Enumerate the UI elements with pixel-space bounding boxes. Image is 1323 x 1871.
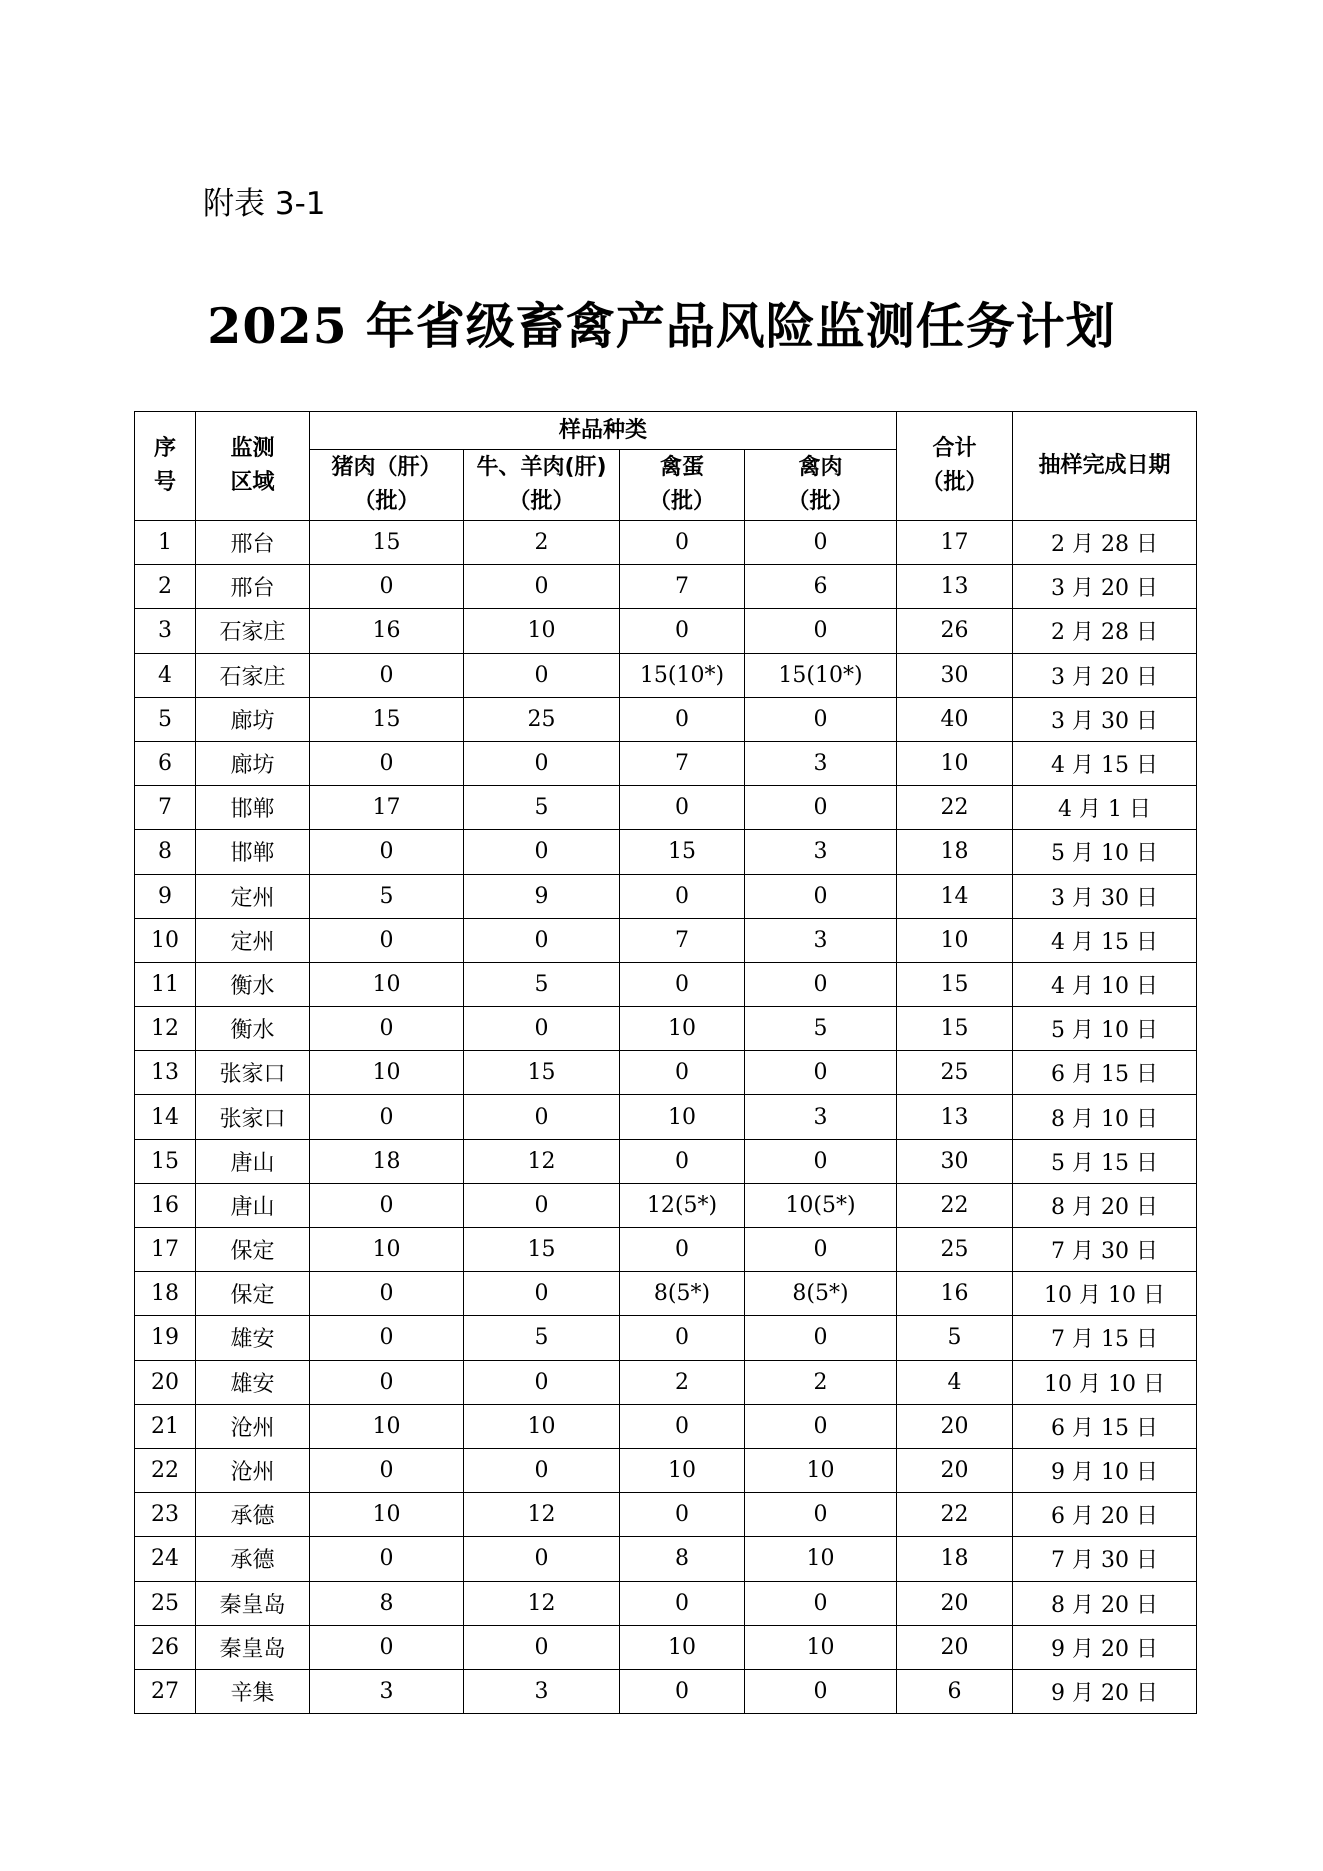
cell-region: 邢台 xyxy=(196,521,310,565)
cell-eggs: 0 xyxy=(620,1493,745,1537)
cell-beef-mutton: 0 xyxy=(464,918,620,962)
cell-poultry: 0 xyxy=(745,1228,897,1272)
cell-total: 30 xyxy=(897,653,1013,697)
cell-seq: 10 xyxy=(135,918,196,962)
header-seq: 序 号 xyxy=(135,412,196,521)
cell-beef-mutton: 0 xyxy=(464,1360,620,1404)
cell-total: 14 xyxy=(897,874,1013,918)
cell-beef-mutton: 10 xyxy=(464,1404,620,1448)
cell-seq: 4 xyxy=(135,653,196,697)
cell-poultry: 3 xyxy=(745,1095,897,1139)
header-deadline: 抽样完成日期 xyxy=(1013,412,1197,521)
cell-deadline: 2 月 28 日 xyxy=(1013,609,1197,653)
cell-region: 唐山 xyxy=(196,1139,310,1183)
cell-deadline: 9 月 20 日 xyxy=(1013,1625,1197,1669)
cell-total: 13 xyxy=(897,565,1013,609)
cell-beef-mutton: 5 xyxy=(464,786,620,830)
cell-region: 唐山 xyxy=(196,1183,310,1227)
cell-pork: 0 xyxy=(310,1007,464,1051)
table-row xyxy=(135,609,1197,653)
cell-total: 18 xyxy=(897,1537,1013,1581)
cell-pork: 0 xyxy=(310,1360,464,1404)
cell-poultry: 10 xyxy=(745,1448,897,1492)
cell-pork: 0 xyxy=(310,565,464,609)
cell-seq: 8 xyxy=(135,830,196,874)
cell-region: 沧州 xyxy=(196,1448,310,1492)
table-row xyxy=(135,1537,1197,1581)
header-beef-mutton: 牛、羊肉(肝) （批） xyxy=(464,450,620,521)
cell-deadline: 3 月 30 日 xyxy=(1013,697,1197,741)
cell-seq: 17 xyxy=(135,1228,196,1272)
cell-deadline: 7 月 30 日 xyxy=(1013,1537,1197,1581)
table-row xyxy=(135,1360,1197,1404)
cell-region: 廊坊 xyxy=(196,697,310,741)
cell-pork: 0 xyxy=(310,1272,464,1316)
cell-poultry: 0 xyxy=(745,962,897,1006)
header-region: 监测 区域 xyxy=(196,412,310,521)
cell-seq: 12 xyxy=(135,1007,196,1051)
cell-beef-mutton: 0 xyxy=(464,1625,620,1669)
cell-deadline: 6 月 20 日 xyxy=(1013,1493,1197,1537)
cell-poultry: 0 xyxy=(745,609,897,653)
cell-eggs: 0 xyxy=(620,786,745,830)
cell-beef-mutton: 0 xyxy=(464,1272,620,1316)
cell-eggs: 10 xyxy=(620,1095,745,1139)
cell-eggs: 0 xyxy=(620,874,745,918)
cell-beef-mutton: 0 xyxy=(464,1537,620,1581)
cell-poultry: 3 xyxy=(745,741,897,785)
table-body xyxy=(135,521,1197,1714)
cell-total: 40 xyxy=(897,697,1013,741)
cell-eggs: 15(10*) xyxy=(620,653,745,697)
cell-seq: 18 xyxy=(135,1272,196,1316)
table-row xyxy=(135,1272,1197,1316)
table-row xyxy=(135,697,1197,741)
cell-beef-mutton: 0 xyxy=(464,1448,620,1492)
cell-eggs: 0 xyxy=(620,962,745,1006)
table-row xyxy=(135,741,1197,785)
cell-poultry: 10(5*) xyxy=(745,1183,897,1227)
cell-region: 保定 xyxy=(196,1228,310,1272)
cell-seq: 14 xyxy=(135,1095,196,1139)
cell-poultry: 0 xyxy=(745,1139,897,1183)
cell-seq: 20 xyxy=(135,1360,196,1404)
cell-seq: 2 xyxy=(135,565,196,609)
cell-region: 承德 xyxy=(196,1493,310,1537)
cell-deadline: 8 月 20 日 xyxy=(1013,1581,1197,1625)
cell-seq: 1 xyxy=(135,521,196,565)
cell-region: 沧州 xyxy=(196,1404,310,1448)
cell-region: 辛集 xyxy=(196,1669,310,1713)
table-row xyxy=(135,1448,1197,1492)
cell-deadline: 4 月 1 日 xyxy=(1013,786,1197,830)
monitoring-plan-table xyxy=(134,411,1197,1714)
cell-pork: 15 xyxy=(310,521,464,565)
cell-total: 16 xyxy=(897,1272,1013,1316)
cell-deadline: 4 月 10 日 xyxy=(1013,962,1197,1006)
cell-total: 6 xyxy=(897,1669,1013,1713)
cell-beef-mutton: 10 xyxy=(464,609,620,653)
table-row xyxy=(135,918,1197,962)
cell-poultry: 2 xyxy=(745,1360,897,1404)
cell-beef-mutton: 3 xyxy=(464,1669,620,1713)
cell-eggs: 2 xyxy=(620,1360,745,1404)
cell-region: 承德 xyxy=(196,1537,310,1581)
cell-pork: 16 xyxy=(310,609,464,653)
table-row xyxy=(135,874,1197,918)
cell-pork: 0 xyxy=(310,1625,464,1669)
cell-poultry: 8(5*) xyxy=(745,1272,897,1316)
cell-pork: 5 xyxy=(310,874,464,918)
table-row xyxy=(135,653,1197,697)
cell-poultry: 0 xyxy=(745,1669,897,1713)
cell-region: 廊坊 xyxy=(196,741,310,785)
table-row xyxy=(135,1139,1197,1183)
cell-total: 20 xyxy=(897,1625,1013,1669)
cell-eggs: 15 xyxy=(620,830,745,874)
table-row xyxy=(135,1007,1197,1051)
cell-seq: 9 xyxy=(135,874,196,918)
cell-pork: 17 xyxy=(310,786,464,830)
cell-region: 定州 xyxy=(196,874,310,918)
table-row xyxy=(135,1051,1197,1095)
cell-seq: 25 xyxy=(135,1581,196,1625)
cell-total: 20 xyxy=(897,1404,1013,1448)
cell-region: 秦皇岛 xyxy=(196,1581,310,1625)
cell-poultry: 0 xyxy=(745,697,897,741)
cell-total: 17 xyxy=(897,521,1013,565)
table-row xyxy=(135,830,1197,874)
cell-beef-mutton: 5 xyxy=(464,1316,620,1360)
cell-beef-mutton: 12 xyxy=(464,1493,620,1537)
cell-region: 雄安 xyxy=(196,1360,310,1404)
table-row xyxy=(135,786,1197,830)
cell-region: 衡水 xyxy=(196,1007,310,1051)
cell-total: 22 xyxy=(897,786,1013,830)
cell-eggs: 0 xyxy=(620,1581,745,1625)
cell-beef-mutton: 0 xyxy=(464,741,620,785)
cell-eggs: 0 xyxy=(620,1669,745,1713)
cell-seq: 27 xyxy=(135,1669,196,1713)
cell-seq: 7 xyxy=(135,786,196,830)
cell-pork: 10 xyxy=(310,1051,464,1095)
table-row xyxy=(135,1493,1197,1537)
cell-pork: 0 xyxy=(310,918,464,962)
cell-region: 保定 xyxy=(196,1272,310,1316)
cell-poultry: 10 xyxy=(745,1537,897,1581)
cell-poultry: 0 xyxy=(745,1581,897,1625)
cell-pork: 10 xyxy=(310,962,464,1006)
cell-beef-mutton: 12 xyxy=(464,1581,620,1625)
cell-total: 22 xyxy=(897,1183,1013,1227)
cell-seq: 5 xyxy=(135,697,196,741)
cell-total: 10 xyxy=(897,918,1013,962)
cell-region: 邯郸 xyxy=(196,830,310,874)
cell-region: 秦皇岛 xyxy=(196,1625,310,1669)
cell-total: 15 xyxy=(897,1007,1013,1051)
cell-deadline: 3 月 20 日 xyxy=(1013,565,1197,609)
cell-beef-mutton: 0 xyxy=(464,1007,620,1051)
cell-poultry: 0 xyxy=(745,874,897,918)
table-row xyxy=(135,962,1197,1006)
header-pork: 猪肉（肝） （批） xyxy=(310,450,464,521)
cell-deadline: 4 月 15 日 xyxy=(1013,918,1197,962)
cell-total: 30 xyxy=(897,1139,1013,1183)
table-row xyxy=(135,1228,1197,1272)
table-row xyxy=(135,1404,1197,1448)
cell-eggs: 0 xyxy=(620,1316,745,1360)
cell-deadline: 8 月 10 日 xyxy=(1013,1095,1197,1139)
cell-total: 13 xyxy=(897,1095,1013,1139)
cell-beef-mutton: 9 xyxy=(464,874,620,918)
cell-poultry: 10 xyxy=(745,1625,897,1669)
cell-deadline: 6 月 15 日 xyxy=(1013,1404,1197,1448)
cell-total: 25 xyxy=(897,1228,1013,1272)
cell-seq: 23 xyxy=(135,1493,196,1537)
cell-beef-mutton: 0 xyxy=(464,653,620,697)
cell-eggs: 7 xyxy=(620,918,745,962)
cell-poultry: 0 xyxy=(745,521,897,565)
cell-poultry: 0 xyxy=(745,1316,897,1360)
cell-seq: 21 xyxy=(135,1404,196,1448)
table-row xyxy=(135,1581,1197,1625)
cell-pork: 10 xyxy=(310,1228,464,1272)
cell-eggs: 0 xyxy=(620,1051,745,1095)
page-title: 2025 年省级畜禽产品风险监测任务计划 xyxy=(207,297,1116,355)
cell-eggs: 0 xyxy=(620,1228,745,1272)
cell-beef-mutton: 5 xyxy=(464,962,620,1006)
cell-total: 22 xyxy=(897,1493,1013,1537)
cell-total: 15 xyxy=(897,962,1013,1006)
cell-eggs: 7 xyxy=(620,565,745,609)
cell-eggs: 12(5*) xyxy=(620,1183,745,1227)
cell-pork: 0 xyxy=(310,1183,464,1227)
cell-poultry: 0 xyxy=(745,786,897,830)
cell-eggs: 7 xyxy=(620,741,745,785)
cell-region: 石家庄 xyxy=(196,609,310,653)
cell-seq: 24 xyxy=(135,1537,196,1581)
table-row xyxy=(135,1669,1197,1713)
cell-deadline: 7 月 30 日 xyxy=(1013,1228,1197,1272)
cell-beef-mutton: 0 xyxy=(464,830,620,874)
cell-poultry: 3 xyxy=(745,830,897,874)
table-row xyxy=(135,565,1197,609)
cell-beef-mutton: 0 xyxy=(464,565,620,609)
cell-pork: 0 xyxy=(310,830,464,874)
cell-deadline: 9 月 20 日 xyxy=(1013,1669,1197,1713)
table-row xyxy=(135,1316,1197,1360)
cell-deadline: 2 月 28 日 xyxy=(1013,521,1197,565)
cell-deadline: 9 月 10 日 xyxy=(1013,1448,1197,1492)
cell-beef-mutton: 12 xyxy=(464,1139,620,1183)
cell-beef-mutton: 15 xyxy=(464,1228,620,1272)
cell-seq: 6 xyxy=(135,741,196,785)
cell-total: 20 xyxy=(897,1448,1013,1492)
header-poultry: 禽肉 （批） xyxy=(745,450,897,521)
cell-seq: 13 xyxy=(135,1051,196,1095)
cell-eggs: 10 xyxy=(620,1448,745,1492)
cell-pork: 0 xyxy=(310,1537,464,1581)
cell-deadline: 3 月 30 日 xyxy=(1013,874,1197,918)
cell-seq: 15 xyxy=(135,1139,196,1183)
cell-total: 20 xyxy=(897,1581,1013,1625)
cell-region: 邢台 xyxy=(196,565,310,609)
cell-deadline: 6 月 15 日 xyxy=(1013,1051,1197,1095)
cell-beef-mutton: 0 xyxy=(464,1095,620,1139)
cell-deadline: 8 月 20 日 xyxy=(1013,1183,1197,1227)
cell-pork: 0 xyxy=(310,1448,464,1492)
cell-eggs: 10 xyxy=(620,1625,745,1669)
cell-eggs: 0 xyxy=(620,697,745,741)
cell-seq: 16 xyxy=(135,1183,196,1227)
cell-pork: 0 xyxy=(310,653,464,697)
cell-deadline: 5 月 10 日 xyxy=(1013,830,1197,874)
cell-beef-mutton: 15 xyxy=(464,1051,620,1095)
cell-seq: 11 xyxy=(135,962,196,1006)
cell-deadline: 10 月 10 日 xyxy=(1013,1272,1197,1316)
cell-total: 25 xyxy=(897,1051,1013,1095)
cell-poultry: 5 xyxy=(745,1007,897,1051)
cell-region: 定州 xyxy=(196,918,310,962)
table-row xyxy=(135,1095,1197,1139)
cell-beef-mutton: 0 xyxy=(464,1183,620,1227)
cell-region: 邯郸 xyxy=(196,786,310,830)
cell-poultry: 0 xyxy=(745,1493,897,1537)
cell-region: 雄安 xyxy=(196,1316,310,1360)
cell-region: 张家口 xyxy=(196,1095,310,1139)
cell-total: 10 xyxy=(897,741,1013,785)
table-row xyxy=(135,1625,1197,1669)
cell-total: 26 xyxy=(897,609,1013,653)
cell-poultry: 0 xyxy=(745,1051,897,1095)
cell-pork: 18 xyxy=(310,1139,464,1183)
cell-deadline: 5 月 10 日 xyxy=(1013,1007,1197,1051)
cell-pork: 0 xyxy=(310,1095,464,1139)
cell-eggs: 8(5*) xyxy=(620,1272,745,1316)
cell-pork: 3 xyxy=(310,1669,464,1713)
cell-region: 衡水 xyxy=(196,962,310,1006)
cell-total: 5 xyxy=(897,1316,1013,1360)
header-sample-types: 样品种类 xyxy=(310,412,897,450)
cell-pork: 0 xyxy=(310,741,464,785)
cell-deadline: 5 月 15 日 xyxy=(1013,1139,1197,1183)
cell-deadline: 4 月 15 日 xyxy=(1013,741,1197,785)
cell-beef-mutton: 25 xyxy=(464,697,620,741)
cell-poultry: 15(10*) xyxy=(745,653,897,697)
cell-poultry: 6 xyxy=(745,565,897,609)
cell-poultry: 0 xyxy=(745,1404,897,1448)
cell-seq: 19 xyxy=(135,1316,196,1360)
table-row xyxy=(135,521,1197,565)
cell-seq: 26 xyxy=(135,1625,196,1669)
cell-pork: 10 xyxy=(310,1404,464,1448)
cell-beef-mutton: 2 xyxy=(464,521,620,565)
cell-total: 4 xyxy=(897,1360,1013,1404)
cell-eggs: 0 xyxy=(620,521,745,565)
cell-poultry: 3 xyxy=(745,918,897,962)
header-eggs: 禽蛋 （批） xyxy=(620,450,745,521)
cell-eggs: 0 xyxy=(620,1139,745,1183)
cell-total: 18 xyxy=(897,830,1013,874)
cell-deadline: 7 月 15 日 xyxy=(1013,1316,1197,1360)
cell-eggs: 8 xyxy=(620,1537,745,1581)
header-total: 合计 （批） xyxy=(897,412,1013,521)
cell-eggs: 0 xyxy=(620,1404,745,1448)
cell-seq: 3 xyxy=(135,609,196,653)
cell-eggs: 10 xyxy=(620,1007,745,1051)
cell-pork: 15 xyxy=(310,697,464,741)
cell-region: 张家口 xyxy=(196,1051,310,1095)
cell-pork: 0 xyxy=(310,1316,464,1360)
cell-region: 石家庄 xyxy=(196,653,310,697)
cell-deadline: 10 月 10 日 xyxy=(1013,1360,1197,1404)
cell-eggs: 0 xyxy=(620,609,745,653)
cell-deadline: 3 月 20 日 xyxy=(1013,653,1197,697)
cell-pork: 8 xyxy=(310,1581,464,1625)
cell-seq: 22 xyxy=(135,1448,196,1492)
table-row xyxy=(135,1183,1197,1227)
cell-pork: 10 xyxy=(310,1493,464,1537)
annex-label: 附表 3-1 xyxy=(203,186,326,222)
